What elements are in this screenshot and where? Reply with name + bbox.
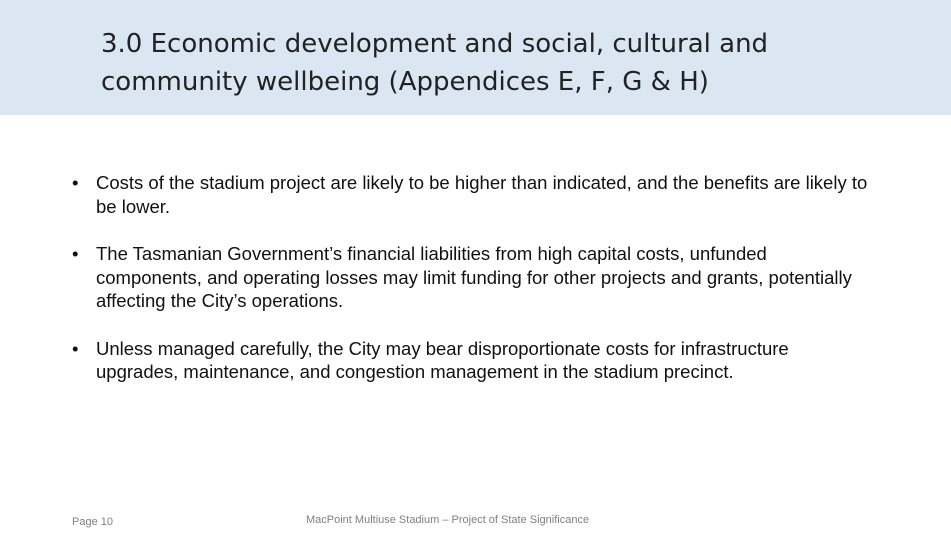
bullet-text: Costs of the stadium project are likely to be higher than indicated, and the benefits are likely to be lower. [96,172,868,217]
bullet-item [72,242,872,313]
bullet-item [72,171,872,218]
bullet-item [72,337,872,384]
bullet-list [72,171,872,408]
bullet-marker: • [72,337,79,359]
bullet-marker: • [72,243,79,264]
bullet-text: Unless managed carefully, the City may bear disproportionate costs for infrastructure upgrades, maintenance, and congestion management in the stadium precinct. [96,337,789,382]
footer-document-title: MacPoint Multiuse Stadium – Project of State Significance [306,514,590,526]
slide-title: 3.0 Economic development and social, cultural and community wellbeing (Appendices E, F, G & H) [101,29,769,97]
bullet-text: The Tasmanian Government’s financial liabilities from high capital costs, unfunded components, and operating losses may limit funding for other projects and grants, potentially affecting the City’s operations. [96,243,852,311]
bullet-marker: • [72,172,79,193]
slide-header [0,0,951,115]
page-number: Page 10 [72,516,113,528]
